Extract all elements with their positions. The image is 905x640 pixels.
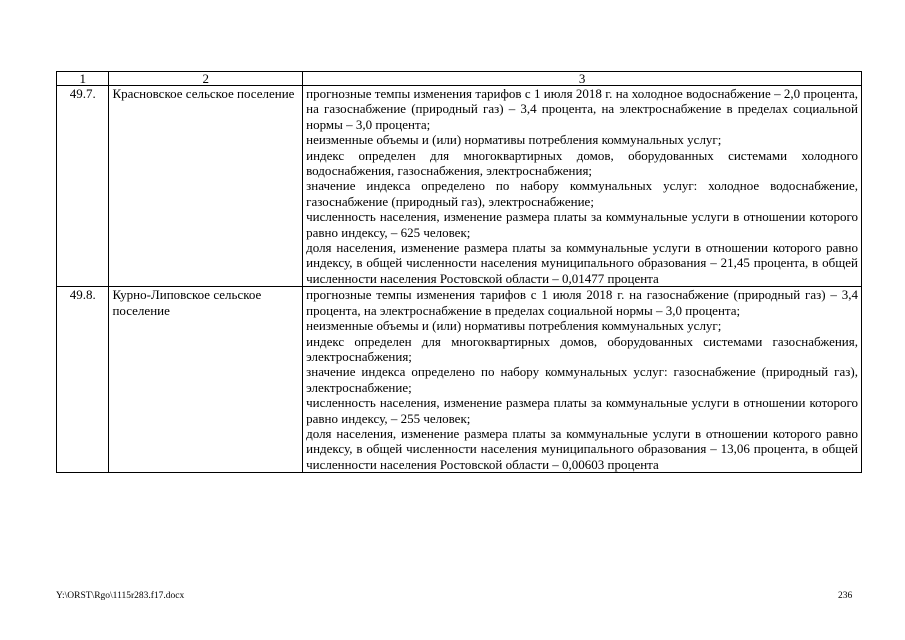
settlement-name: Красновское сельское поселение [109,86,303,287]
row-description [303,86,862,287]
table-header-row [57,72,862,86]
description-paragraph: индекс определен для многоквартирных домов, оборудованных системами газоснабжения, электроснабжения; [306,333,858,364]
row-number: 49.8. [57,287,109,473]
settlement-name: Курно-Липовское сельское поселение [109,287,303,473]
description-paragraph: неизменные объемы и (или) нормативы потребления коммунальных услуг; [306,318,722,334]
description-paragraph: прогнозные темпы изменения тарифов с 1 июля 2018 г. на холодное водоснабжение – 2,0 процента, на газоснабжение (природный газ) – 3,4 процента, на электроснабжение в пределах социальной нормы – 3,0 процента; [306,86,858,132]
table-row [57,287,862,473]
row-description [303,287,862,473]
column-header-2: 2 [109,72,303,86]
column-header-1: 1 [57,72,109,86]
table-row [57,86,862,287]
description-paragraph: доля населения, изменение размера платы за коммунальные услуги в отношении которого равно индексу, в общей численности населения муниципального образования – 21,45 процента, в общей численности населения Ростовской области – 0,01477 процента [306,240,858,286]
tariff-index-table [56,71,862,473]
description-paragraph: прогнозные темпы изменения тарифов с 1 июля 2018 г. на газоснабжение (природный газ) – 3,4 процента, на электроснабжение в пределах социальной нормы – 3,0 процента; [306,287,858,318]
description-paragraph: неизменные объемы и (или) нормативы потребления коммунальных услуг; [306,132,722,148]
page-number: 236 [838,591,853,601]
footer-file-path: Y:\ORST\Rgo\1115r283.f17.docx [56,591,185,601]
description-paragraph: численность населения, изменение размера платы за коммунальные услуги в отношении которого равно индексу, – 625 человек; [306,209,858,240]
description-paragraph: доля населения, изменение размера платы за коммунальные услуги в отношении которого равно индексу, в общей численности населения муниципального образования – 13,06 процента, в общей численности населения Ростовской области – 0,00603 процента [306,425,858,472]
description-paragraph: значение индекса определено по набору коммунальных услуг: холодное водоснабжение, газоснабжение (природный газ), электроснабжение; [306,178,858,209]
description-paragraph: значение индекса определено по набору коммунальных услуг: газоснабжение (природный газ), электроснабжение; [306,364,858,395]
row-number: 49.7. [57,86,109,287]
description-paragraph: индекс определен для многоквартирных домов, оборудованных системами холодного водоснабжения, газоснабжения, электроснабжения; [306,147,858,179]
description-paragraph: численность населения, изменение размера платы за коммунальные услуги в отношении которого равно индексу, – 255 человек; [306,395,858,426]
column-header-3: 3 [303,72,862,86]
